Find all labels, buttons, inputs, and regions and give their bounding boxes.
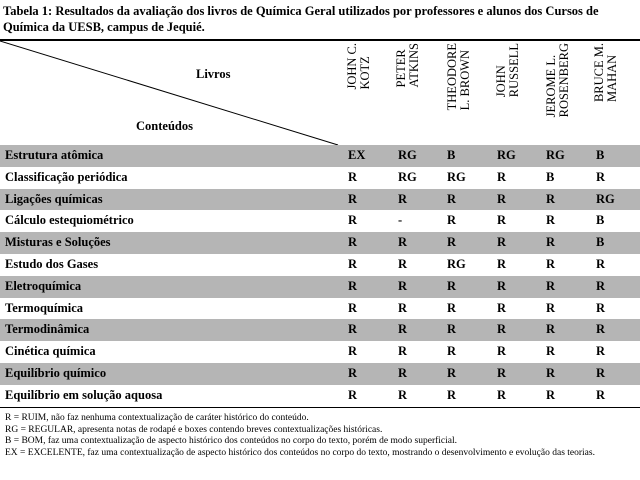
cell-atkins: R [398, 256, 408, 271]
cell-rosenberg: B [546, 169, 555, 184]
row-topic: Cinética química [5, 344, 96, 359]
cell-russell: R [497, 278, 507, 293]
cell-mahan: R [596, 300, 606, 315]
cell-rosenberg: R [546, 322, 556, 337]
cell-brown: R [447, 278, 457, 293]
cell-kotz: R [348, 278, 358, 293]
table-caption: Tabela 1: Resultados da avaliação dos livros de Química Geral utilizados por professores e alunos dos Cursos de Química da UESB, campus de Jequié. [3, 4, 599, 34]
table-body [0, 145, 640, 407]
cell-rosenberg: R [546, 300, 556, 315]
cell-kotz: R [348, 213, 358, 228]
header-livros-label: Livros [196, 67, 231, 81]
table-row [0, 232, 640, 254]
table-row [0, 363, 640, 385]
cell-atkins: R [398, 387, 408, 402]
cell-brown: R [447, 387, 457, 402]
cell-brown: R [447, 344, 457, 359]
cell-rosenberg: R [546, 365, 556, 380]
cell-atkins: R [398, 278, 408, 293]
cell-atkins: R [398, 344, 408, 359]
cell-atkins: R [398, 235, 408, 250]
header-conteudos-label: Conteúdos [136, 119, 193, 133]
table-row [0, 319, 640, 341]
cell-rosenberg: R [546, 278, 556, 293]
cell-kotz: R [348, 322, 358, 337]
author-header-mahan: BRUCE M. MAHAN [592, 43, 619, 103]
cell-kotz: R [348, 191, 358, 206]
cell-kotz: R [348, 300, 358, 315]
cell-brown: RG [447, 256, 466, 271]
cell-kotz: R [348, 344, 358, 359]
cell-brown: R [447, 300, 457, 315]
table-header [0, 39, 640, 148]
author-header-kotz: JOHN C. KOTZ [345, 43, 372, 90]
cell-atkins: RG [398, 148, 417, 162]
cell-mahan: B [596, 235, 605, 250]
legend [5, 413, 635, 459]
cell-mahan: R [596, 344, 606, 359]
table-row [0, 167, 640, 189]
author-header-russell: JOHN RUSSELL [494, 43, 521, 98]
cell-atkins: RG [398, 169, 417, 184]
row-topic: Equilíbrio químico [5, 365, 107, 380]
table-row [0, 298, 640, 320]
cell-kotz: EX [348, 148, 366, 162]
cell-rosenberg: R [546, 344, 556, 359]
cell-rosenberg: R [546, 256, 556, 271]
row-topic: Eletroquímica [5, 278, 82, 293]
cell-atkins: - [398, 213, 403, 228]
cell-rosenberg: R [546, 191, 556, 206]
table-row [0, 189, 640, 211]
cell-russell: R [497, 256, 507, 271]
cell-mahan: R [596, 256, 606, 271]
cell-mahan: B [596, 213, 605, 228]
legend-item: B = BOM, faz uma contextualização de aspecto histórico dos conteúdos no corpo do texto, porém de modo superficial. [5, 436, 457, 446]
cell-mahan: R [596, 322, 606, 337]
legend-item: R = RUIM, não faz nenhuma contextualização de caráter histórico do conteúdo. [5, 413, 309, 423]
legend-item: EX = EXCELENTE, faz uma contextualização de aspecto histórico dos conteúdos no corpo do texto, mostrando o desenvolvimento e evolução das teorias. [5, 447, 595, 458]
cell-russell: RG [497, 148, 516, 162]
table-row [0, 385, 640, 407]
row-topic: Estudo dos Gases [5, 256, 99, 271]
cell-brown: R [447, 322, 457, 337]
cell-russell: R [497, 191, 507, 206]
row-topic: Termoquímica [5, 300, 84, 315]
cell-mahan: R [596, 278, 606, 293]
author-header-brown: THEODORE L. BROWN [445, 43, 472, 111]
row-topic: Misturas e Soluções [5, 235, 111, 250]
cell-brown: B [447, 148, 456, 162]
legend-item: RG = REGULAR, apresenta notas de rodapé e boxes contendo breves contextualizações históricas. [5, 424, 383, 435]
cell-russell: R [497, 213, 507, 228]
cell-brown: RG [447, 169, 466, 184]
cell-rosenberg: R [546, 235, 556, 250]
cell-kotz: R [348, 235, 358, 250]
cell-russell: R [497, 387, 507, 402]
cell-russell: R [497, 235, 507, 250]
cell-mahan: R [596, 169, 606, 184]
table-bottom-rule [0, 407, 640, 408]
cell-atkins: R [398, 191, 408, 206]
cell-atkins: R [398, 322, 408, 337]
cell-brown: R [447, 191, 457, 206]
cell-mahan: RG [596, 191, 615, 206]
cell-rosenberg: R [546, 213, 556, 228]
row-topic: Cálculo estequiométrico [5, 213, 134, 228]
cell-russell: R [497, 344, 507, 359]
cell-russell: R [497, 300, 507, 315]
row-topic: Estrutura atômica [5, 148, 104, 162]
table-row [0, 145, 640, 167]
cell-brown: R [447, 235, 457, 250]
cell-kotz: R [348, 387, 358, 402]
table-row [0, 254, 640, 276]
cell-kotz: R [348, 365, 358, 380]
cell-mahan: R [596, 365, 606, 380]
cell-brown: R [447, 365, 457, 380]
row-topic: Ligações químicas [5, 191, 103, 206]
table-row [0, 210, 640, 232]
cell-russell: R [497, 322, 507, 337]
row-topic: Termodinâmica [5, 322, 90, 337]
author-header-atkins: PETER ATKINS [394, 43, 421, 88]
table-row [0, 276, 640, 298]
cell-kotz: R [348, 169, 358, 184]
cell-atkins: R [398, 300, 408, 315]
cell-rosenberg: R [546, 387, 556, 402]
row-topic: Classificação periódica [5, 169, 128, 184]
table-row [0, 341, 640, 363]
cell-mahan: B [596, 148, 605, 162]
row-topic: Equilíbrio em solução aquosa [5, 387, 163, 402]
cell-rosenberg: RG [546, 148, 565, 162]
author-header-rosenberg: JEROME L. ROSENBERG [544, 43, 571, 118]
cell-kotz: R [348, 256, 358, 271]
cell-russell: R [497, 169, 507, 184]
cell-russell: R [497, 365, 507, 380]
cell-atkins: R [398, 365, 408, 380]
cell-brown: R [447, 213, 457, 228]
cell-mahan: R [596, 387, 606, 402]
